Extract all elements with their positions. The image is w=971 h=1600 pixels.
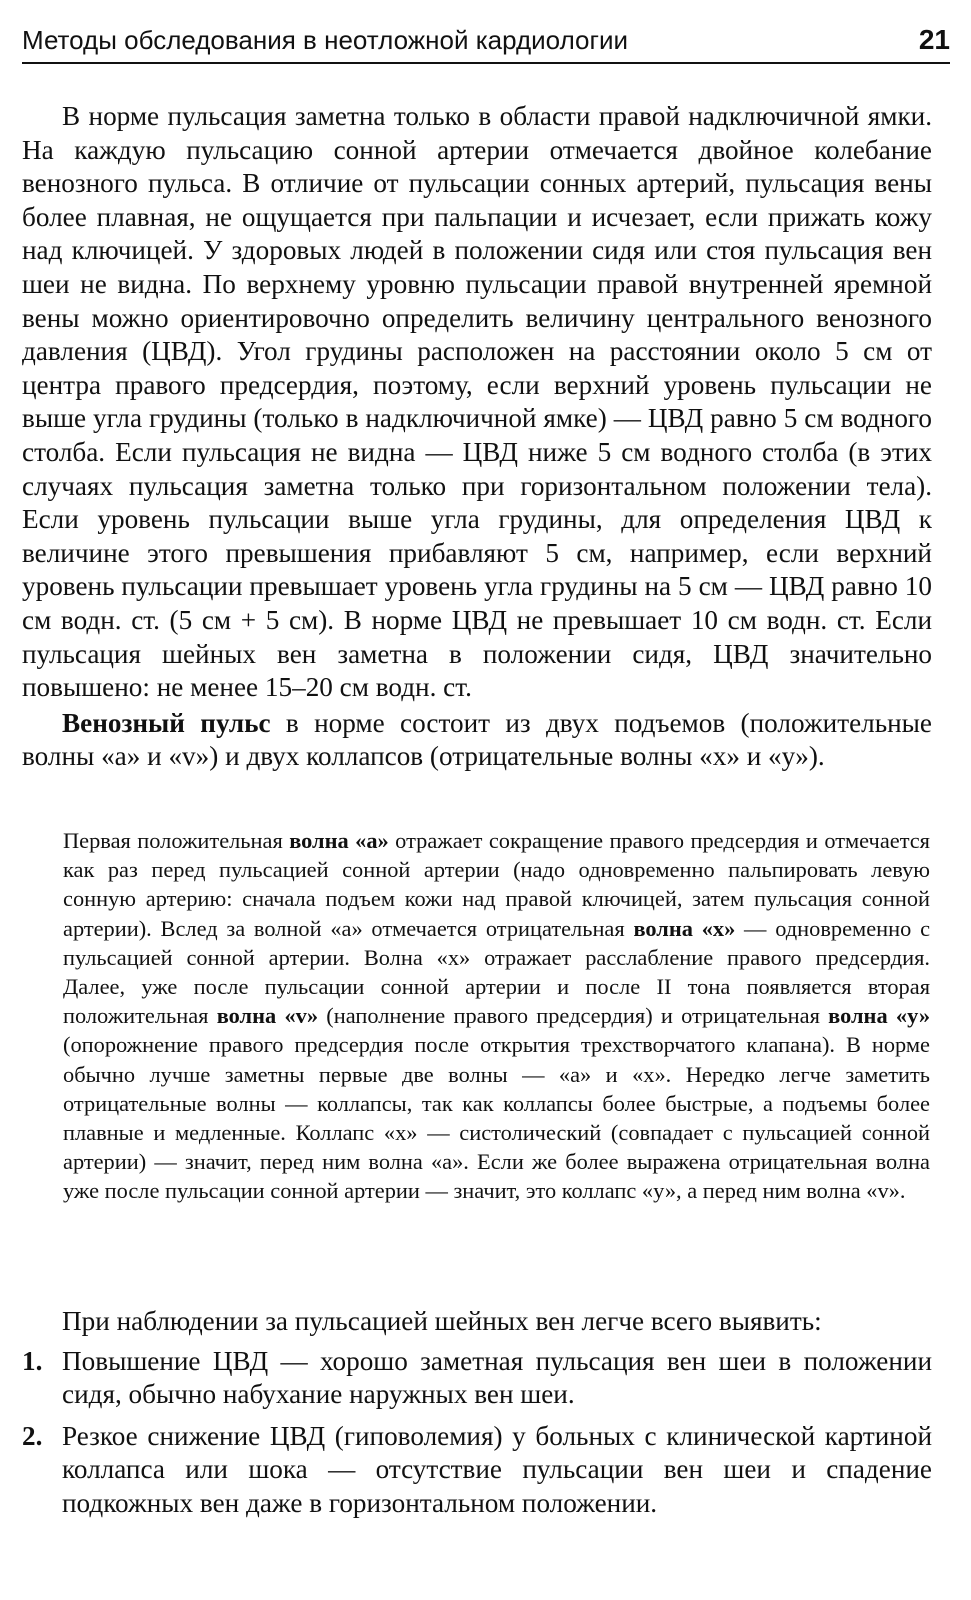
note-text: — одновременно с пульсацией сонной артерии. Волна «х» отражает расслабление правого предсердия. Далее, уже после пульсации сонной артерии и после II тона появляется вторая положительная	[63, 915, 931, 1029]
list-item-text: Резкое снижение ЦВД (гиповолемия) у больных с клинической картиной коллапса или шока — отсутствие пульсации вен шеи и спадение подкожных вен даже в горизонтальном положении.	[62, 1420, 932, 1518]
findings-list	[22, 1345, 932, 1521]
running-title: Методы обследования в неотложной кардиологии	[22, 25, 629, 55]
running-header	[22, 14, 950, 64]
list-item	[22, 1345, 932, 1412]
list-number: 2.	[22, 1420, 43, 1451]
paragraph-venous-pulse	[22, 707, 932, 774]
note-text: отражает сокращение правого предсердия и отмечается как раз перед пульсацией сонной артерии (надо одновременно пальпировать левую сонную артерию: сначала подъем кожи над правой ключицей, затем пульсация сонной артерии). Вслед за волной «а» отмечается отрицательная	[63, 828, 930, 941]
main-text	[22, 100, 932, 774]
term-wave-a: волна «а»	[289, 828, 389, 853]
paragraph-cvp: В норме пульсация заметна только в области правой надключичной ямки. На каждую пульсацию сонной артерии отмечается двойное колебание венозного пульса. В отличие от пульсации сонных артерий, пульсация вены более плавная, не ощущается при пальпации и исчезает, если прижать кожу над ключицей. У здоровых людей в положении сидя или стоя пульсация вен шеи не видна. По верхнему уровню пульсации правой внутренней яремной вены можно ориентировочно определить величину центрального венозного давления (ЦВД). Угол грудины расположен на расстоянии около 5 см от центра правого предсердия, поэтому, если верхний уровень пульсации не выше угла грудины (только в надключичной ямке) — ЦВД равно 5 см водного столба. Если пульсация не видна — ЦВД ниже 5 см водного столба (в этих случаях пульсация заметна только при горизонтальном положении тела). Если уровень пульсации выше угла грудины, для определения ЦВД к величине этого превышения прибавляют 5 см, например, если верхний уровень пульсации превышает уровень угла грудины на 5 см — ЦВД равно 10 см водн. ст. (5 см + 5 см). В норме ЦВД не превышает 10 см водн. ст. Если пульсация шейных вен заметна в положении сидя, ЦВД значительно повышено: не менее 15–20 см водн. ст.	[22, 101, 932, 703]
term-venous-pulse: Венозный пульс	[62, 707, 271, 738]
list-item	[22, 1420, 932, 1521]
small-print-note	[63, 826, 930, 1206]
list-item-text: Повышение ЦВД — хорошо заметная пульсация вен шеи в положении сидя, обычно набухание наружных вен шеи.	[62, 1345, 932, 1410]
term-wave-y: волна «у»	[828, 1003, 931, 1029]
term-wave-x: волна «х»	[633, 915, 736, 941]
note-text: Первая положительная	[63, 828, 290, 853]
note-text: (наполнение правого предсердия) и отрицательная	[318, 1003, 829, 1029]
list-number: 1.	[22, 1345, 43, 1376]
page-number: 21	[918, 24, 950, 55]
note-text: (опорожнение правого предсердия после открытия трехстворчатого клапана). В норме обычно лучше заметны первые две волны — «а» и «х». Нередко легче заметить отрицательные волны — коллапсы, так как коллапсы более быстрые, а подъемы более плавные и медленные. Коллапс «х» — систолический (совпадает с пульсацией сонной артерии) — значит, перед ним волна «а». Если же более выражена отрицательная волна уже после пульсации сонной артерии — значит, это коллапс «у», а перед ним волна «v».	[63, 1032, 930, 1204]
note-paragraph	[63, 826, 930, 1206]
term-wave-v: волна «v»	[216, 1003, 319, 1029]
findings-section	[22, 1305, 932, 1529]
findings-intro: При наблюдении за пульсацией шейных вен легче всего выявить:	[62, 1306, 822, 1336]
venous-pulse-text: в норме состоит из двух подъемов (положительные волны «a» и «v») и двух коллапсов (отрицательные волны «x» и «y»).	[22, 707, 932, 772]
